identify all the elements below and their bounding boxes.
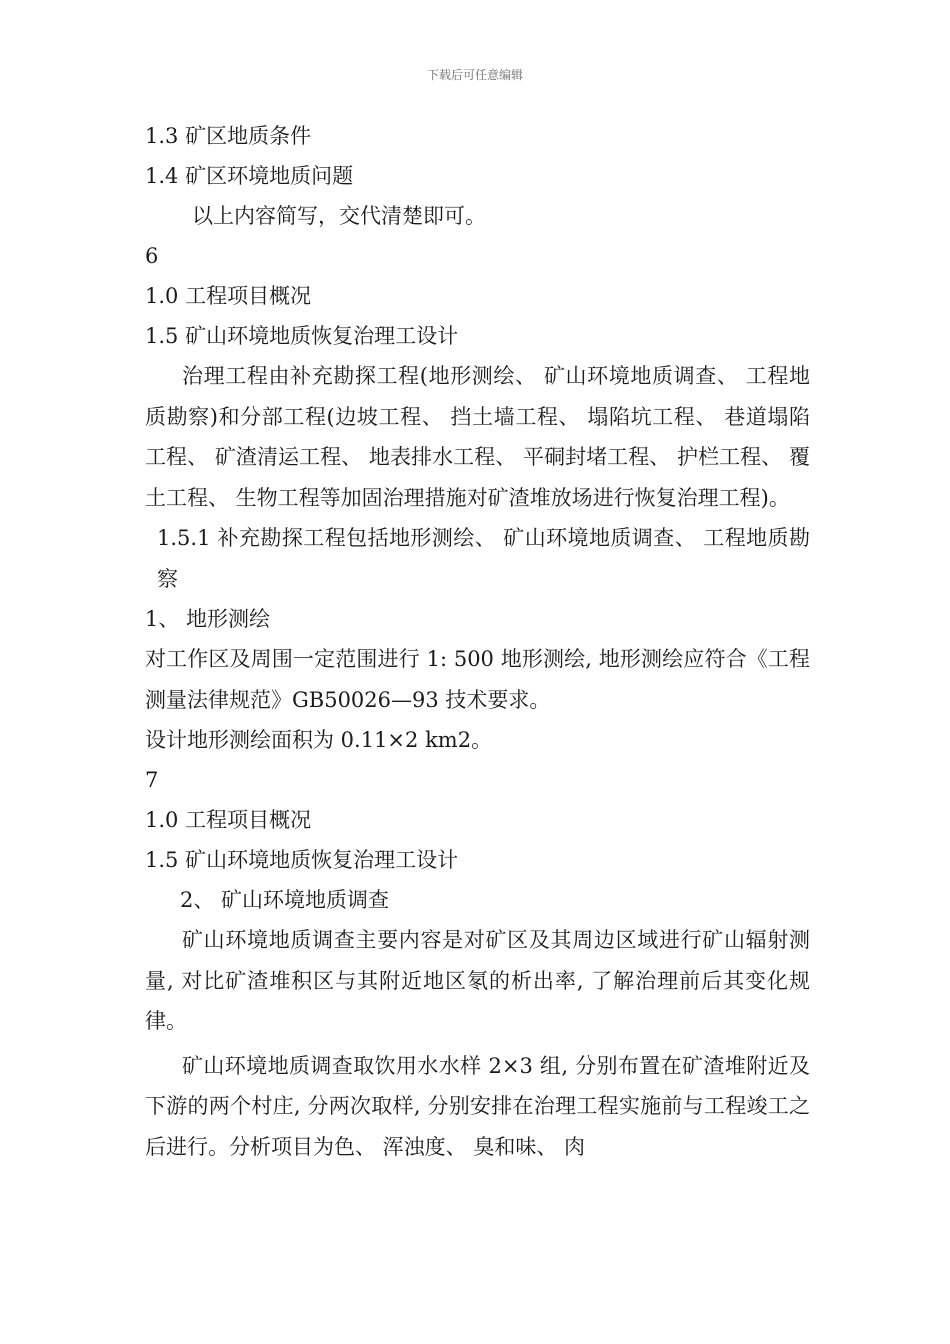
- survey-area-text: 设计地形测绘面积为 0.11×2 km2。: [145, 728, 493, 752]
- running-heading-1-5: 1.5 矿山环境地质恢复治理工设计: [145, 324, 459, 348]
- page-number: 6: [145, 244, 159, 268]
- note-text: 以上内容简写，交代清楚即可。: [192, 204, 486, 228]
- list-item-topographic-survey: 1、 地形测绘: [145, 607, 271, 631]
- paragraph-water-sampling: 矿山环境地质调查取饮用水水样 2×3 组, 分别布置在矿渣堆附近及下游的两个村庄, 分两次取样, 分别安排在治理工程实施前与工程竣工之后进行。分析项目为色、 浑浊度、 臭和味、 肉: [145, 1053, 810, 1159]
- running-heading-1-0: 1.0 工程项目概况: [145, 808, 312, 832]
- paragraph-survey-content: 矿山环境地质调查主要内容是对矿区及其周边区域进行矿山辐射测量, 对比矿渣堆积区与其附近地区氡的析出率, 了解治理前后其变化规律。: [145, 928, 810, 1033]
- running-heading-1-5: 1.5 矿山环境地质恢复治理工设计: [145, 848, 459, 872]
- document-body: [145, 116, 810, 1167]
- section-heading-1-4: 1.4 矿区环境地质问题: [145, 164, 354, 188]
- running-heading-1-0: 1.0 工程项目概况: [145, 284, 312, 308]
- list-item-environment-survey: 2、 矿山环境地质调查: [180, 888, 390, 912]
- paragraph-survey-scope: 对工作区及周围一定范围进行 1: 500 地形测绘, 地形测绘应符合《工程测量法律规范》GB50026—93 技术要求。: [145, 647, 810, 712]
- page-header: 下载后可任意编辑: [426, 68, 523, 82]
- section-heading-1-3: 1.3 矿区地质条件: [145, 124, 312, 148]
- page-number: 7: [145, 768, 159, 792]
- paragraph-governance: 治理工程由补充勘探工程(地形测绘、 矿山环境地质调查、 工程地质勘察)和分部工程(边坡工程、 挡土墙工程、 塌陷坑工程、 巷道塌陷工程、 矿渣清运工程、 地表排水工程、 平硐封堵工程、 护栏工程、 覆土工程、 生物工程等加固治理措施对矿渣堆放场进行恢复治理工程)。: [145, 364, 810, 510]
- paragraph-1-5-1: 1.5.1 补充勘探工程包括地形测绘、 矿山环境地质调查、 工程地质勘察: [157, 526, 810, 591]
